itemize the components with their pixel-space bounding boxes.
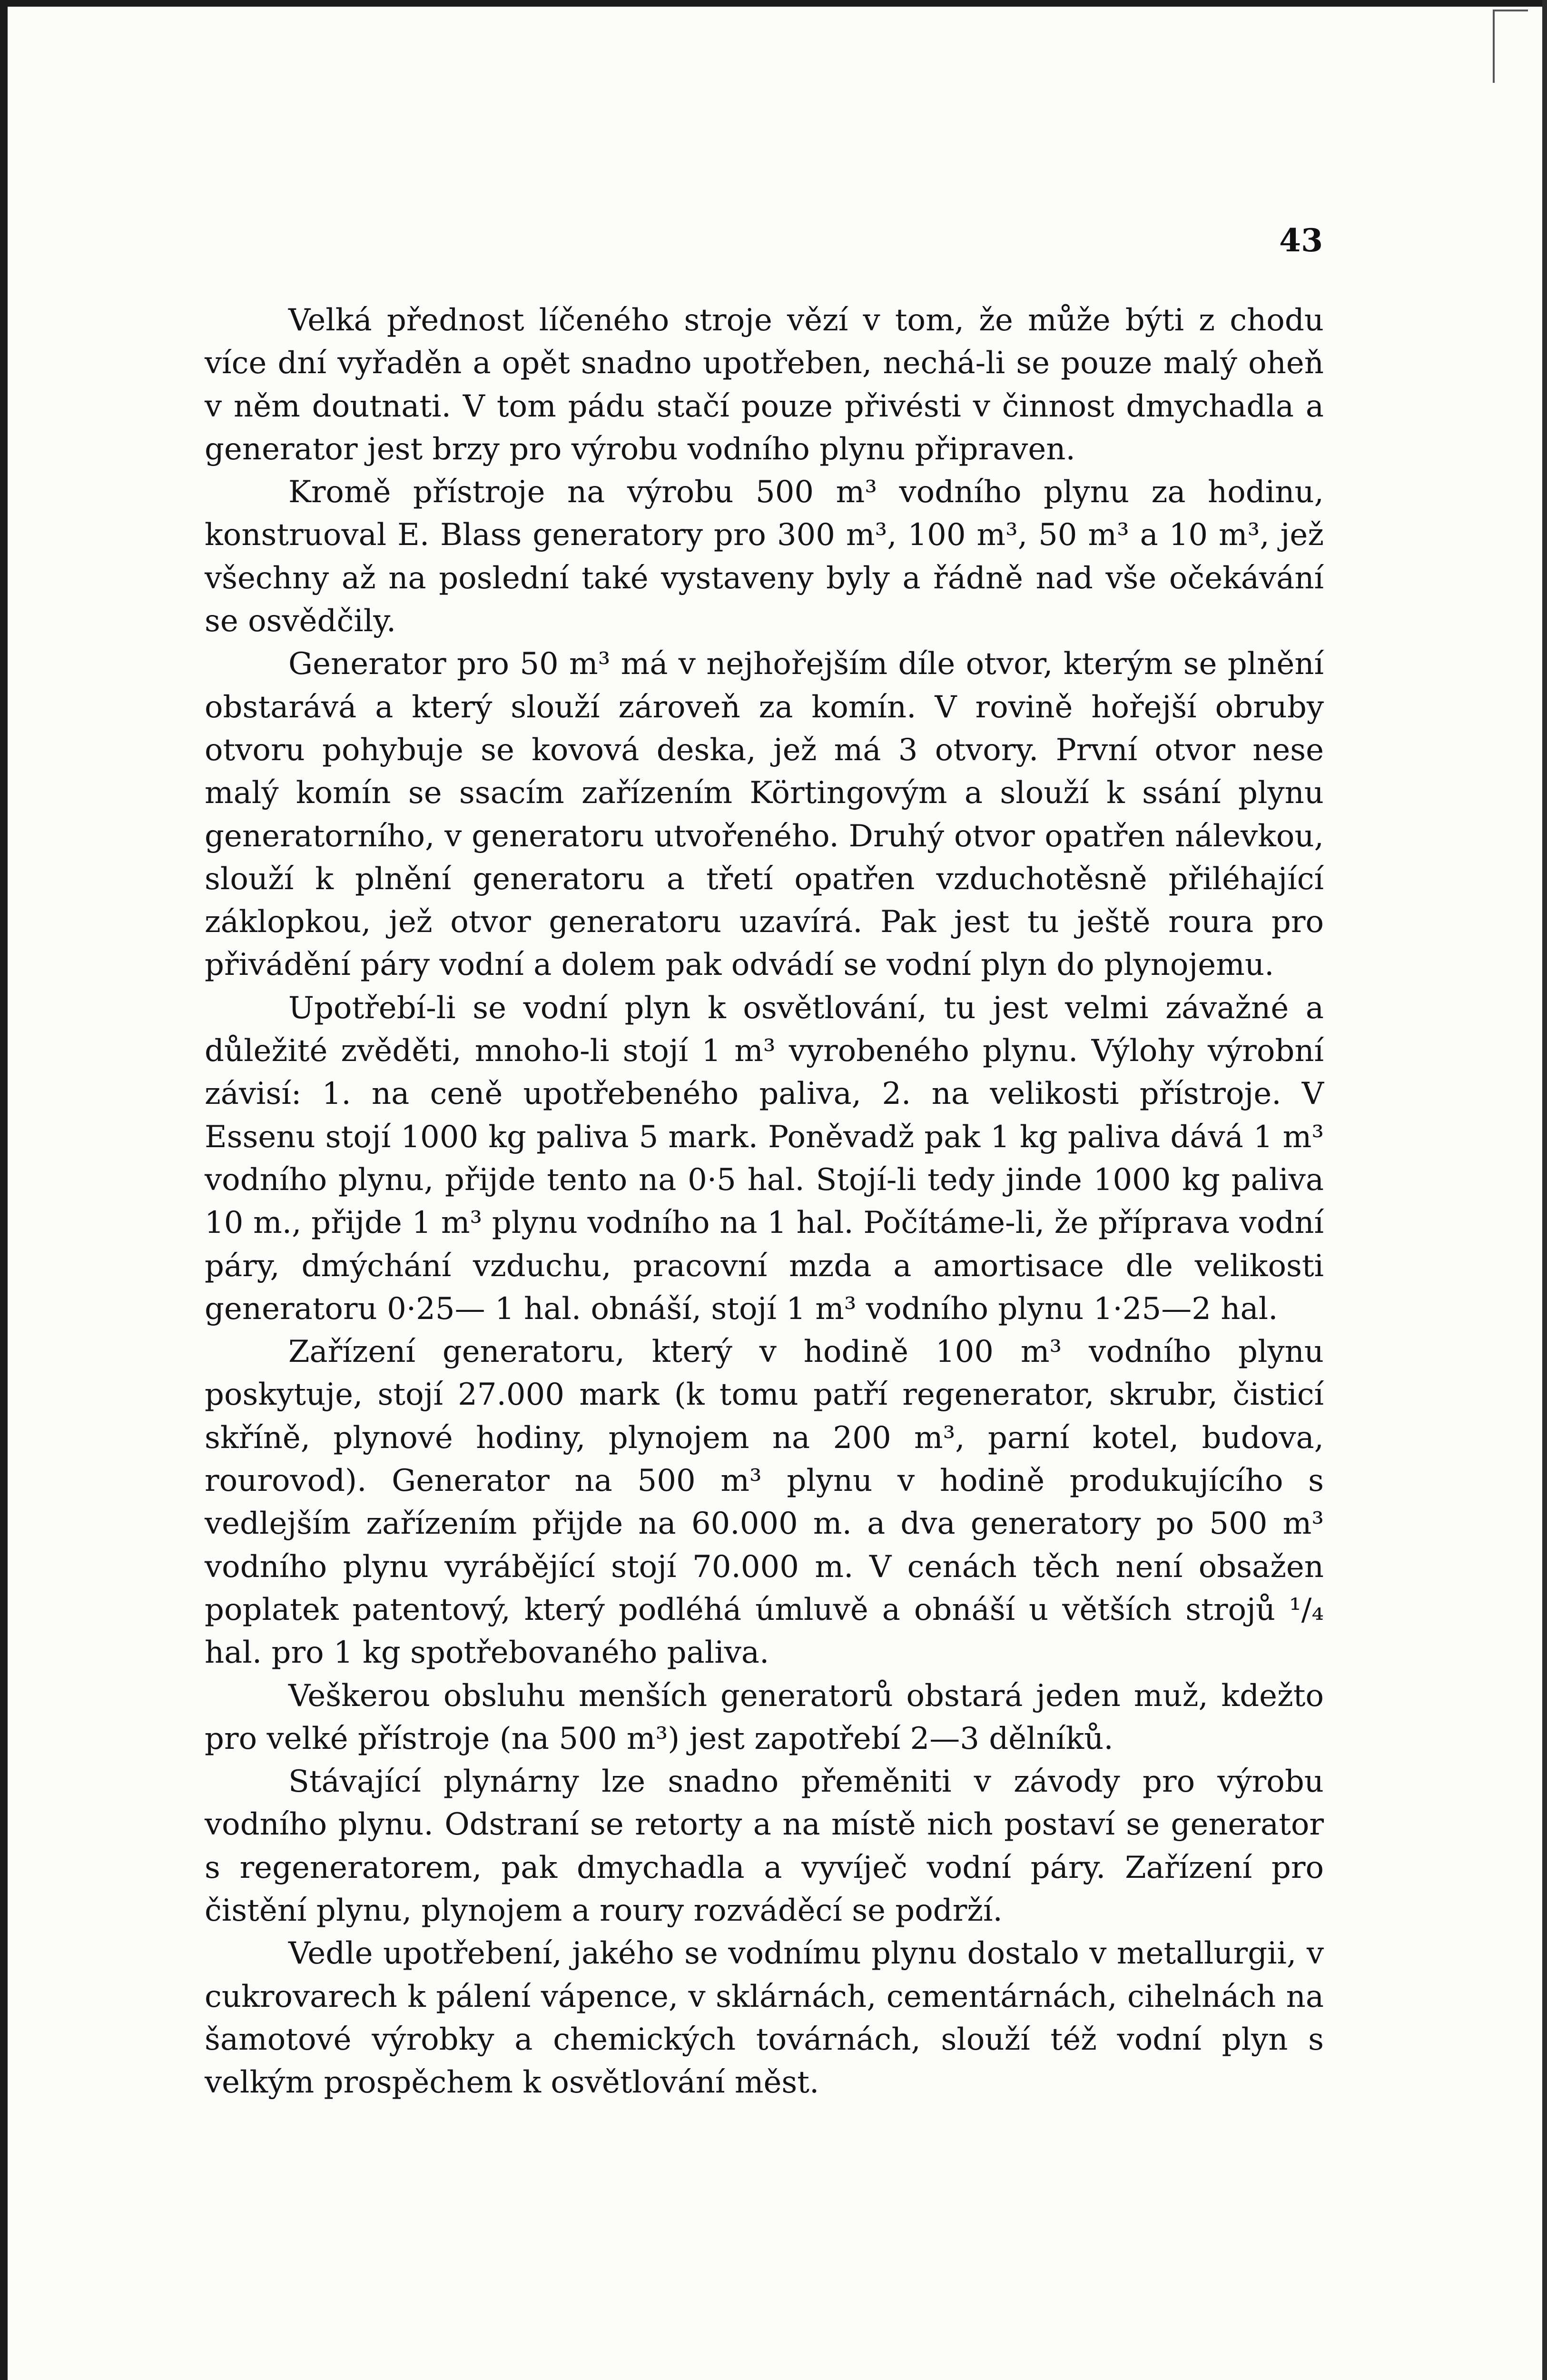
paragraph-4: Upotřebí-li se vodní plyn k osvětlování, tu jest velmi závažné a důležité zvěděti, mnoho-li stojí 1 m³ vyrobeného plynu. Výlohy výrobní závisí: 1. na ceně upotřebeného paliva, 2. na velikosti přístroje. V Essenu stojí 1000 kg paliva 5 mark. Poněvadž pak 1 kg paliva dává 1 m³ vodního plynu, přijde tento na 0·5 hal. Stojí-li tedy jinde 1000 kg paliva 10 m., přijde 1 m³ plynu vodního na 1 hal. Počítáme-li, že příprava vodní páry, dmýchání vzduchu, pracovní mzda a amortisace dle velikosti generatoru 0·25— 1 hal. obnáší, stojí 1 m³ vodního plynu 1·25—2 hal. (205, 990, 1324, 1327)
scan-corner-mark (1493, 10, 1528, 83)
page-number: 43 (1279, 222, 1323, 259)
body-text (205, 299, 1324, 2104)
scan-border-left (0, 0, 8, 2380)
paragraph-3: Generator pro 50 m³ má v nejhořejším díle otvor, kterým se plnění obstarává a který slouží zároveň za komín. V rovině hořejší obruby otvoru pohybuje se kovová deska, jež má 3 otvory. První otvor nese malý komín se ssacím zařízením Körtingovým a slouží k ssání plynu generatorního, v generatoru utvořeného. Druhý otvor opatřen nálevkou, slouží k plnění generatoru a třetí opatřen vzduchotěsně přiléhající záklopkou, jež otvor generatoru uzavírá. Pak jest tu ještě roura pro přivádění páry vodní a dolem pak odvádí se vodní plyn do plynojemu. (205, 646, 1324, 983)
scan-border-right (1542, 0, 1547, 2380)
paragraph-6: Veškerou obsluhu menších generatorů obstará jeden muž, kdežto pro velké přístroje (na 500 m³) jest zapotřebí 2—3 dělníků. (205, 1678, 1324, 1756)
paragraph-7: Stávající plynárny lze snadno přeměniti v závody pro výrobu vodního plynu. Odstraní se retorty a na místě nich postaví se generator s regeneratorem, pak dmychadla a vyvíječ vodní páry. Zařízení pro čistění plynu, plynojem a roury rozváděcí se podrží. (205, 1764, 1324, 1928)
scan-border-top (0, 0, 1547, 7)
paragraph-2: Kromě přístroje na výrobu 500 m³ vodního plynu za hodinu, konstruoval E. Blass generatory pro 300 m³, 100 m³, 50 m³ a 10 m³, jež všechny až na poslední také vystaveny byly a řádně nad vše očekávání se osvědčily. (205, 475, 1324, 639)
paragraph-8: Vedle upotřebení, jakého se vodnímu plynu dostalo v metallurgii, v cukrovarech k pálení vápence, v sklárnách, cementárnách, cihelnách na šamotové výrobky a chemických továrnách, slouží též vodní plyn s velkým prospěchem k osvětlování měst. (205, 1936, 1324, 2101)
paragraph-5: Zařízení generatoru, který v hodině 100 m³ vodního plynu poskytuje, stojí 27.000 mark (k tomu patří regenerator, skrubr, čisticí skříně, plynové hodiny, plynojem na 200 m³, parní kotel, budova, rourovod). Generator na 500 m³ plynu v hodině produkujícího s vedlejším zařízením přijde na 60.000 m. a dva generatory po 500 m³ vodního plynu vyrábějící stojí 70.000 m. V cenách těch není obsažen poplatek patentový, který podléhá úmluvě a obnáší u větších strojů ¹/₄ hal. pro 1 kg spotřebovaného paliva. (205, 1334, 1324, 1671)
paragraph-1: Velká přednost líčeného stroje vězí v tom, že může býti z chodu více dní vyřaděn a opět snadno upotřeben, nechá-li se pouze malý oheň v něm doutnati. V tom pádu stačí pouze přivésti v činnost dmychadla a generator jest brzy pro výrobu vodního plynu připraven. (205, 303, 1324, 467)
